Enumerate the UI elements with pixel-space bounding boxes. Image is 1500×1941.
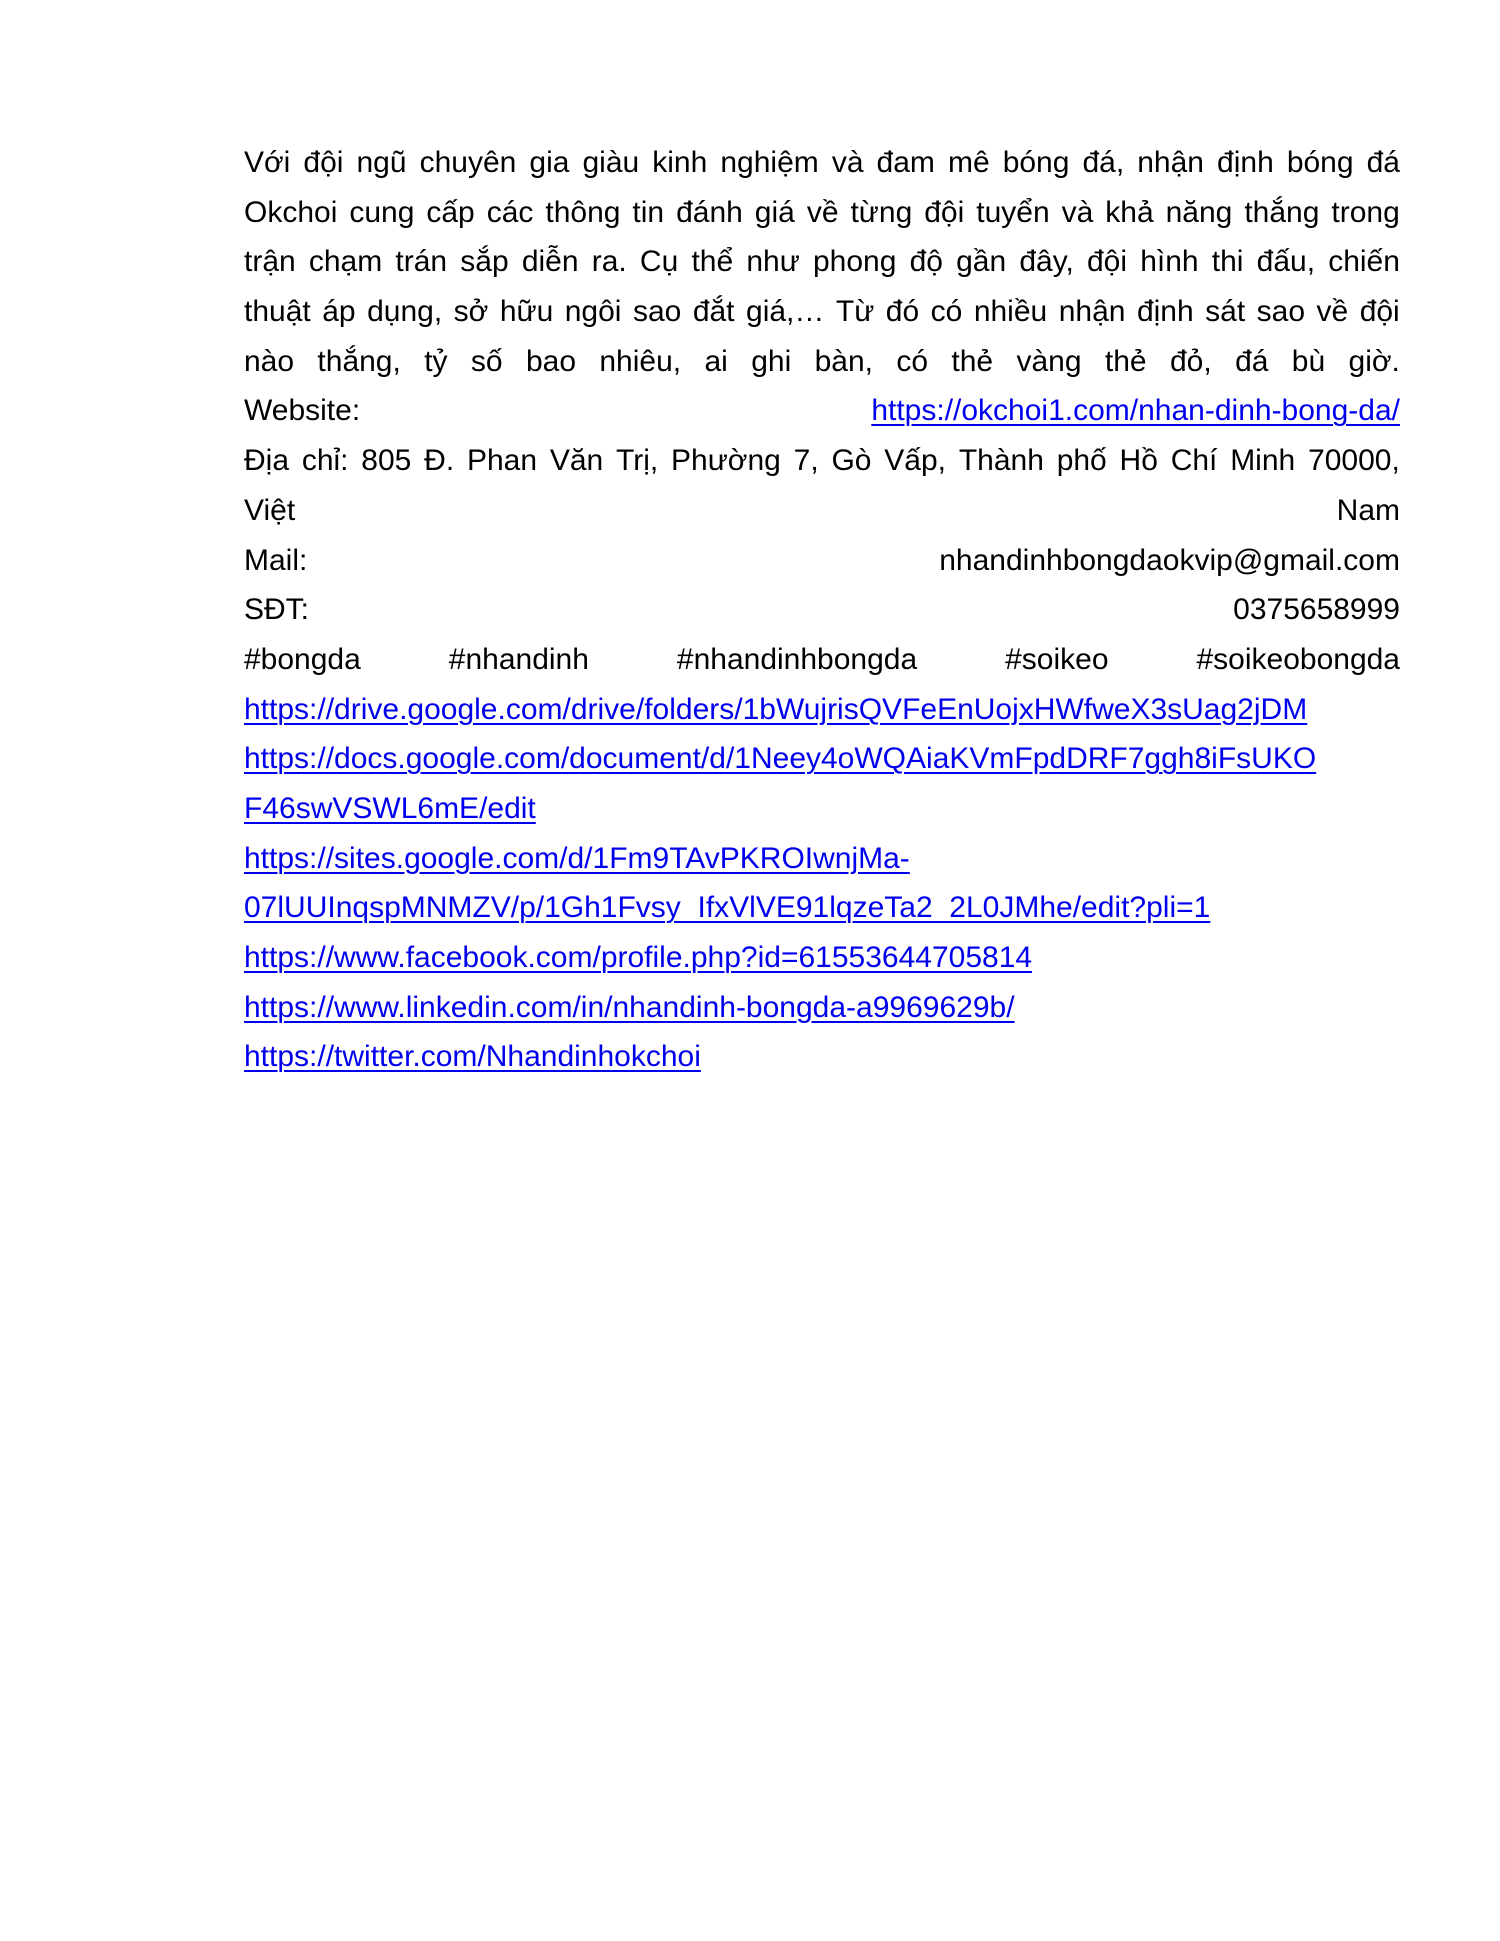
paragraph-line-2 <box>244 188 1400 238</box>
word: chỉ: <box>301 444 349 478</box>
link-line-linkedin <box>244 983 1400 1033</box>
word: và <box>1061 195 1094 229</box>
paragraph-line-1 <box>244 138 1400 188</box>
word: sao <box>632 295 682 329</box>
word: đắt <box>692 295 735 329</box>
paragraph-line-4 <box>244 287 1400 337</box>
word: Với <box>244 146 291 179</box>
word: đỏ, <box>1169 344 1212 378</box>
link-line-sites-2 <box>244 883 1400 933</box>
word: sao <box>1256 295 1306 329</box>
word: đây, <box>1019 245 1074 279</box>
word: Gò <box>831 444 872 478</box>
word: tỷ <box>424 344 448 378</box>
paragraph-line-3 <box>244 237 1400 287</box>
linkedin-link[interactable]: https://www.linkedin.com/in/nhandinh-bongda-a9969629b/ <box>244 990 1015 1024</box>
word: 7, <box>793 444 819 478</box>
word: đội <box>303 146 344 179</box>
word: ghi <box>751 344 792 378</box>
word: có <box>896 344 929 378</box>
google-sites-link-continued[interactable]: 07lUUInqspMNMZV/p/1Gh1Fvsy_IfxVlVE91lqzeTa2_2L0JMhe/edit?pli=1 <box>244 891 1211 925</box>
facebook-link[interactable]: https://www.facebook.com/profile.php?id=61553644705814 <box>244 941 1033 974</box>
word: dụng, <box>367 295 443 329</box>
word: Văn <box>549 444 604 478</box>
phone-label: SĐT: <box>244 593 310 627</box>
google-docs-link-continued[interactable]: F46swVSWL6mE/edit <box>244 791 536 825</box>
word: đội <box>1359 295 1400 329</box>
word: phong <box>812 245 897 279</box>
mail-line <box>244 536 1400 586</box>
word: độ <box>909 245 943 279</box>
word: Phan <box>466 444 538 478</box>
word: chuyên <box>419 146 517 179</box>
link-line-facebook <box>244 933 1400 983</box>
hashtag: #bongda <box>244 642 361 676</box>
twitter-link[interactable]: https://twitter.com/Nhandinhokchoi <box>244 1040 701 1074</box>
word: 70000, <box>1308 444 1400 478</box>
website-label: Website: <box>244 394 361 428</box>
word: giá,… <box>746 295 825 329</box>
google-drive-link[interactable]: https://drive.google.com/drive/folders/1bWujrisQVFeEnUojxHWfweX3sUag2jDM <box>244 692 1308 726</box>
word: Đ. <box>424 444 455 478</box>
word: Việt <box>244 493 296 527</box>
word: trận <box>244 245 296 279</box>
word: vàng <box>1016 344 1082 378</box>
word: đam <box>876 146 935 179</box>
word: số <box>470 344 503 378</box>
hashtag: #nhandinhbongda <box>676 642 918 676</box>
phone-value: 0375658999 <box>1233 593 1400 627</box>
word: thể <box>691 245 734 279</box>
word: nhận <box>1137 146 1204 179</box>
word: ngôi <box>564 295 622 329</box>
word: thuật <box>244 295 311 329</box>
word: thắng <box>1244 195 1320 229</box>
word: bóng <box>1002 146 1070 179</box>
word: ra. <box>591 245 627 279</box>
document-body <box>244 138 1400 1082</box>
word: năng <box>1165 195 1233 229</box>
word: Vấp, <box>884 444 947 478</box>
word: Phường <box>671 444 781 478</box>
word: giá <box>754 195 795 229</box>
word: về <box>1316 295 1349 329</box>
word: Từ <box>835 295 875 329</box>
word: thông <box>545 195 621 229</box>
word: hình <box>1140 245 1199 279</box>
word: các <box>486 195 534 229</box>
word: nhiều <box>973 295 1048 329</box>
google-sites-link[interactable]: https://sites.google.com/d/1Fm9TAvPKROIwnjMa- <box>244 841 910 875</box>
word: bù <box>1291 344 1326 378</box>
word: bóng <box>1286 146 1354 179</box>
hashtag: #nhandinh <box>448 642 589 676</box>
word: tin <box>632 195 665 229</box>
word: Okchoi <box>244 195 338 229</box>
word: ngũ <box>356 146 407 179</box>
word: Thành <box>958 444 1044 478</box>
word: giờ. <box>1348 344 1400 378</box>
word: nghiệm <box>720 146 819 179</box>
word: đấu, <box>1256 245 1316 279</box>
word: sắp <box>460 245 509 279</box>
word: ai <box>704 344 728 378</box>
phone-line <box>244 585 1400 635</box>
link-line-drive <box>244 685 1400 735</box>
word: đội <box>924 195 965 229</box>
word: diễn <box>521 245 579 279</box>
word: nhiêu, <box>599 344 682 378</box>
address-line-2 <box>244 486 1400 536</box>
word: Cụ <box>639 245 679 279</box>
word: mê <box>947 146 990 179</box>
word: Hồ <box>1119 444 1158 478</box>
word: sở <box>453 295 489 329</box>
word: sát <box>1205 295 1246 329</box>
word: trong <box>1331 195 1400 229</box>
word: thẻ <box>1104 344 1147 378</box>
website-link[interactable]: https://okchoi1.com/nhan-dinh-bong-da/ <box>871 394 1400 428</box>
word: thi <box>1211 245 1244 279</box>
word: gia <box>529 146 570 179</box>
mail-value: nhandinhbongdaokvip@gmail.com <box>939 543 1400 577</box>
word: chạm <box>308 245 383 279</box>
hashtags-line <box>244 635 1400 685</box>
word: nhận <box>1058 295 1126 329</box>
mail-label: Mail: <box>244 543 308 577</box>
word: đá <box>1235 344 1269 378</box>
word: thẻ <box>951 344 994 378</box>
word: đội <box>1087 245 1128 279</box>
word: và <box>831 146 864 179</box>
word: Địa <box>244 444 290 478</box>
word: đá, <box>1082 146 1125 179</box>
word: đánh <box>676 195 743 229</box>
word: cấp <box>426 195 475 229</box>
word: đá <box>1366 146 1400 179</box>
word: định <box>1217 146 1274 179</box>
word: nào <box>244 344 295 378</box>
word: từng <box>850 195 913 229</box>
link-line-docs-1 <box>244 734 1400 784</box>
word: bao <box>525 344 577 378</box>
word: giàu <box>582 146 640 179</box>
word: 805 <box>361 444 412 478</box>
word: trán <box>395 245 448 279</box>
word: phố <box>1056 444 1107 478</box>
word: Chí <box>1170 444 1218 478</box>
link-line-sites-1 <box>244 834 1400 884</box>
word: khả <box>1105 195 1154 229</box>
word: áp <box>322 295 356 329</box>
hashtag: #soikeobongda <box>1196 642 1400 676</box>
website-line <box>244 386 1400 436</box>
word: cung <box>349 195 415 229</box>
hashtag: #soikeo <box>1005 642 1109 676</box>
word: kinh <box>652 146 708 179</box>
link-line-twitter <box>244 1032 1400 1082</box>
word: Nam <box>1336 493 1400 527</box>
word: Minh <box>1230 444 1296 478</box>
word: hữu <box>499 295 554 329</box>
word: như <box>746 245 800 279</box>
google-docs-link[interactable]: https://docs.google.com/document/d/1Neey4oWQAiaKVmFpdDRF7ggh8iFsUKO <box>244 742 1317 776</box>
word: định <box>1136 295 1194 329</box>
word: gần <box>956 245 1007 279</box>
word: đó <box>885 295 920 329</box>
paragraph-line-5 <box>244 337 1400 387</box>
link-line-docs-2 <box>244 784 1400 834</box>
address-line-1 <box>244 436 1400 486</box>
word: có <box>930 295 963 329</box>
word: bàn, <box>814 344 873 378</box>
word: tuyển <box>976 195 1050 229</box>
word: chiến <box>1328 245 1400 279</box>
word: về <box>806 195 839 229</box>
word: thắng, <box>317 344 401 378</box>
word: Trị, <box>616 444 659 478</box>
